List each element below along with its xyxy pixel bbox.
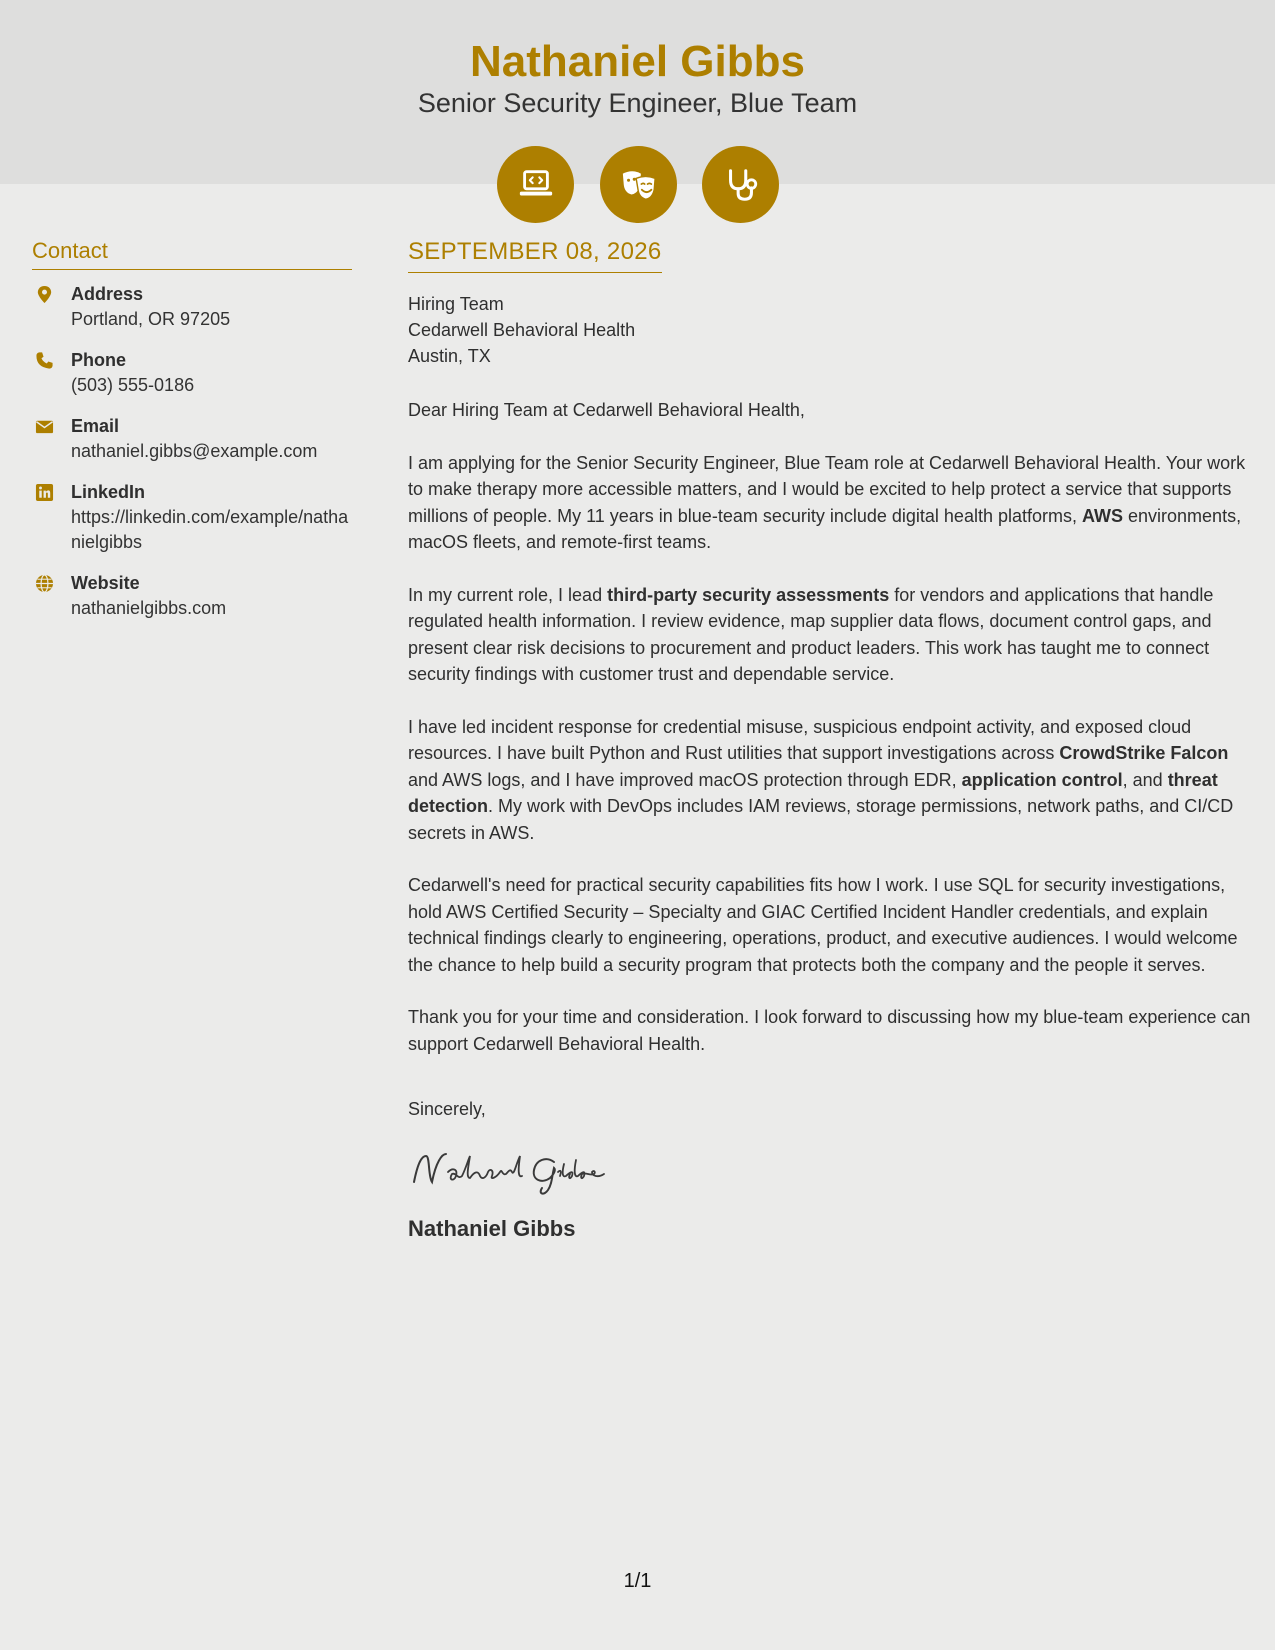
contact-label: Address <box>71 284 144 304</box>
contact-value: https://linkedin.com/example/nathanielgibbs <box>71 507 349 552</box>
linkedin-icon <box>35 483 54 502</box>
candidate-title: Senior Security Engineer, Blue Team <box>417 88 858 118</box>
bold-term: CrowdStrike Falcon <box>1059 743 1229 763</box>
text-run: and AWS logs, and I have improved macOS protection through EDR, <box>408 769 962 790</box>
bold-term: third-party security assessments <box>607 584 890 605</box>
contact-linkedin <box>32 480 352 555</box>
contact-value: nathanielgibbs.com <box>71 598 227 618</box>
contact-sidebar <box>32 238 352 637</box>
text-run: I am applying for the Senior Security Engineer, Blue Team role at Cedarwell Behavioral Health. Your work to make therapy more accessible matters, and I would be excited to help protect a service that supports millions of people. My 11 years in blue-team security include digital health platforms, <box>408 452 1246 526</box>
text-run: environments, macOS fleets, and remote-first teams. <box>408 505 1242 552</box>
page-number: 1/1 <box>623 1570 652 1592</box>
contact-value: nathaniel.gibbs@example.com <box>71 441 318 461</box>
contact-heading: Contact <box>32 238 352 270</box>
handwritten-signature <box>408 1142 1253 1198</box>
signed-name: Nathaniel Gibbs <box>408 1216 576 1241</box>
contact-email <box>32 414 352 464</box>
stethoscope-icon <box>702 146 779 223</box>
contact-address <box>32 282 352 332</box>
text-run: In my current role, I lead <box>408 584 608 605</box>
globe-icon <box>35 574 54 593</box>
paragraph-1 <box>408 450 1253 556</box>
theater-masks-icon <box>600 146 677 223</box>
text-run: . My work with DevOps includes IAM reviews, storage permissions, network paths, and CI/CD secrets in AWS. <box>408 796 1234 843</box>
paragraph-3 <box>408 714 1253 847</box>
contact-label: LinkedIn <box>71 482 146 502</box>
letter-date: SEPTEMBER 08, 2026 <box>408 238 662 273</box>
text-run: , and <box>1122 769 1168 790</box>
bold-term: threat detection <box>408 769 1218 816</box>
contact-label: Phone <box>71 350 127 370</box>
salutation: Dear Hiring Team at Cedarwell Behavioral Health, <box>408 400 805 420</box>
contact-website <box>32 571 352 621</box>
paragraph-2 <box>408 582 1253 688</box>
header-badges <box>0 146 1275 224</box>
contact-label: Email <box>71 416 120 436</box>
text-run: for vendors and applications that handle regulated health information. I review evidence, map supplier data flows, document control gaps, and present clear risk decisions to procurement and product leaders. This work has taught me to connect security findings with customer trust and dependable service. <box>408 584 1214 684</box>
letter-body <box>408 238 1253 1242</box>
bold-term: AWS <box>1082 505 1124 526</box>
contact-phone <box>32 348 352 398</box>
contact-value: (503) 555-0186 <box>71 375 195 395</box>
candidate-name: Nathaniel Gibbs <box>470 37 805 86</box>
bold-term: application control <box>961 769 1123 790</box>
map-pin-icon <box>35 285 54 304</box>
paragraph-4: Cedarwell's need for practical security capabilities fits how I work. I use SQL for security investigations, hold AWS Certified Security – Specialty and GIAC Certified Incident Handler credentials, and explain technical findings clearly to engineering, operations, product, and executive audiences. I would welcome the chance to help build a security program that protects both the company and the people it serves. <box>408 875 1238 975</box>
recipient-line: Austin, TX <box>408 346 491 366</box>
recipient-block <box>408 291 1253 369</box>
contact-value: Portland, OR 97205 <box>71 309 231 329</box>
contact-label: Website <box>71 573 140 593</box>
laptop-code-icon <box>497 146 574 223</box>
paragraph-5: Thank you for your time and consideration. I look forward to discussing how my blue-team experience can support Cedarwell Behavioral Health. <box>408 1007 1251 1054</box>
envelope-icon <box>35 417 54 436</box>
phone-icon <box>35 351 54 370</box>
closing: Sincerely, <box>408 1099 486 1119</box>
recipient-line: Hiring Team <box>408 294 504 314</box>
text-run: I have led incident response for credential misuse, suspicious endpoint activity, and exposed cloud resources. I have built Python and Rust utilities that support investigations across <box>408 716 1192 763</box>
recipient-line: Cedarwell Behavioral Health <box>408 320 636 340</box>
